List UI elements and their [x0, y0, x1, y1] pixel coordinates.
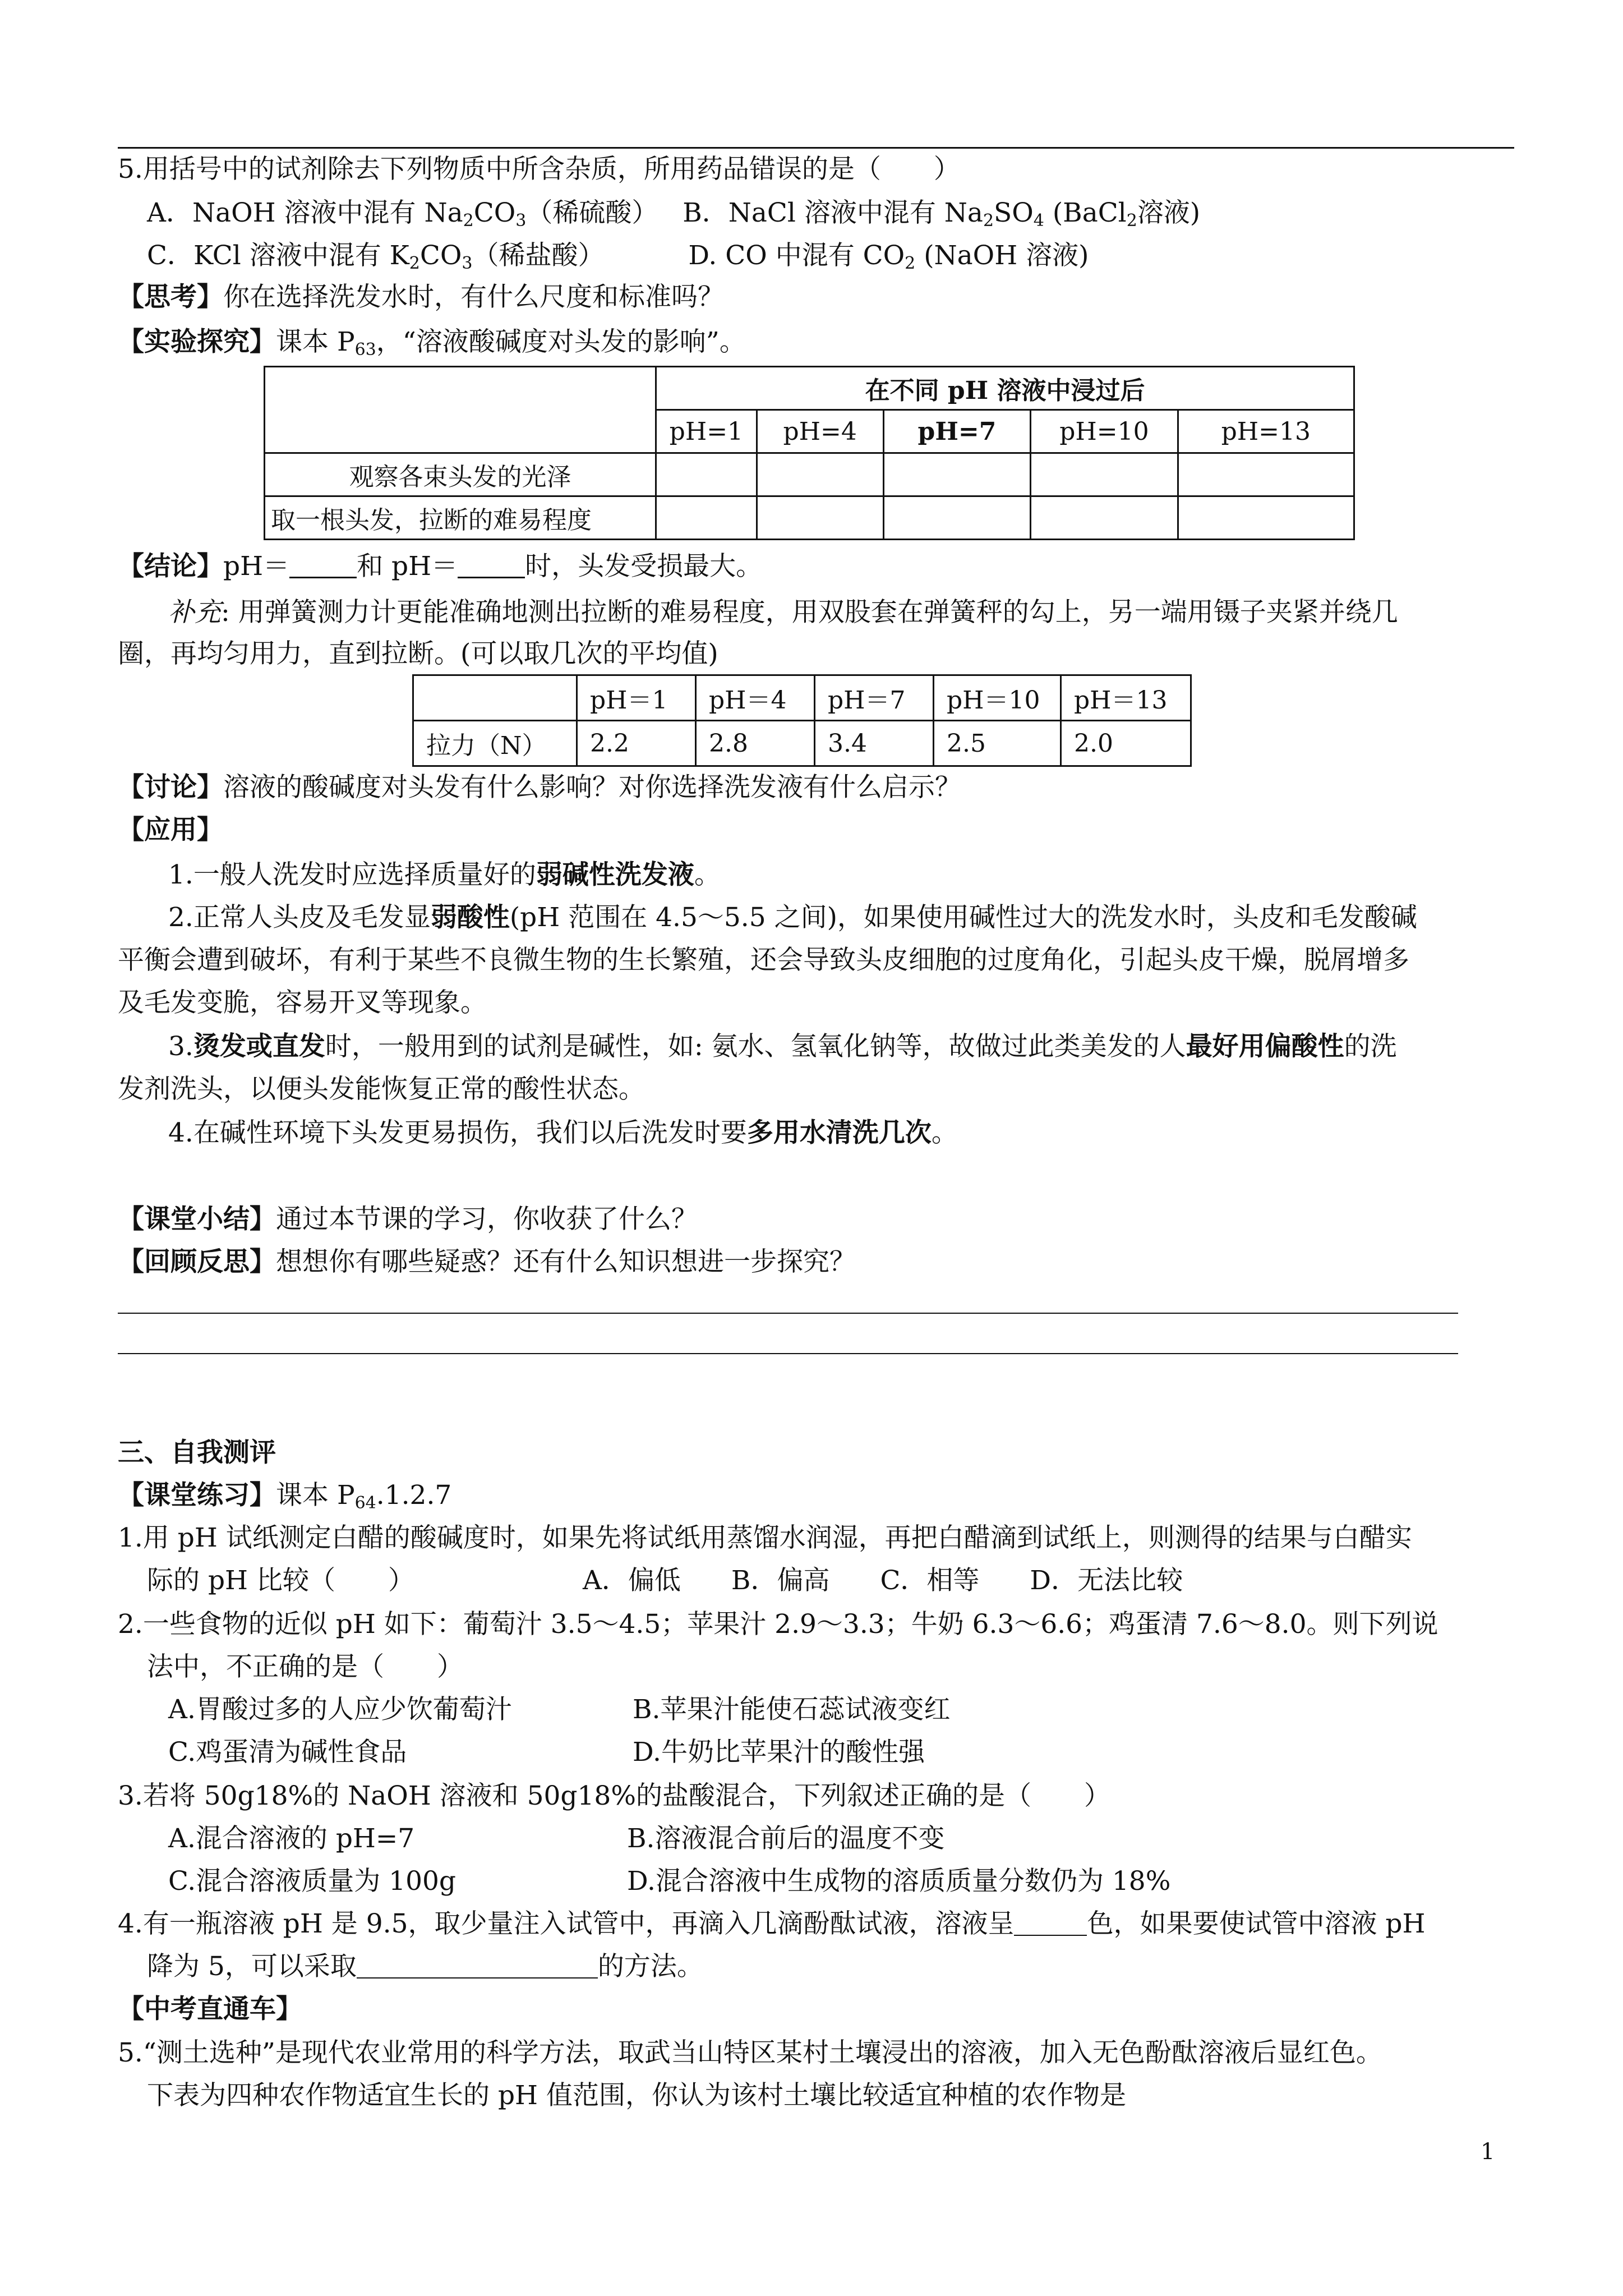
q4-method-blank[interactable]	[357, 1953, 598, 1978]
q1-line2: 际的 pH 比较（ ） A．偏低 B．偏高 C．相等 D．无法比较	[147, 1565, 1183, 1596]
answer-cell[interactable]	[883, 453, 1030, 496]
value-cell: 2.8	[696, 721, 815, 766]
reflection-answer-line-2[interactable]	[118, 1353, 1458, 1354]
page-number: 1	[1481, 2139, 1495, 2165]
application-p4: 4.在碱性环境下头发更易损伤，我们以后洗发时要多用水清洗几次。	[168, 1117, 958, 1148]
col-header: pH=1	[656, 410, 757, 453]
q2-line1: 2.一些食物的近似 pH 如下：葡萄汁 3.5～4.5；苹果汁 2.9～3.3；牛奶 6.3～6.6；鸡蛋清 7.6～8.0。则下列说	[118, 1609, 1438, 1640]
col-header: pH＝10	[934, 675, 1061, 721]
corner-cell	[413, 675, 577, 721]
q5-options-ab: A．NaOH 溶液中混有 $Na_2CO_3$（稀硫酸） B．NaCl 溶液中混有 $Na_2SO_4$ (BaCl$_2$溶液)	[147, 197, 1201, 231]
col-header: pH＝13	[1061, 675, 1191, 721]
q5b-line2: 下表为四种农作物适宜生长的 pH 值范围，你认为该村土壤比较适宜种植的农作物是	[147, 2080, 1126, 2111]
q3-option-b[interactable]: B.溶液混合前后的温度不变	[627, 1823, 945, 1854]
q5b-line1: 5.“测土选种”是现代农业常用的科学方法，取武当山特区某村土壤浸出的溶液，加入无色酚酞溶液后显红色。	[118, 2037, 1382, 2068]
experiment-line: 【实验探究】课本 $P_{63}$，“溶液酸碱度对头发的影响”。	[118, 326, 746, 360]
table-header: 在不同 pH 溶液中浸过后	[656, 367, 1354, 410]
conclusion-blank-2[interactable]	[458, 552, 525, 578]
answer-cell[interactable]	[883, 496, 1030, 540]
q3-option-d[interactable]: D.混合溶液中生成物的溶质质量分数仍为 18%	[627, 1866, 1171, 1897]
discussion-line: 【讨论】溶液的酸碱度对头发有什么影响？对你选择洗发液有什么启示？	[118, 772, 961, 803]
value-cell: 2.5	[934, 721, 1061, 766]
application-p3-line2: 发剂洗头，以便头发能恢复正常的酸性状态。	[118, 1074, 645, 1105]
application-p2-line2: 平衡会遭到破坏，有利于某些不良微生物的生长繁殖，还会导致头皮细胞的过度角化，引起头皮干燥，脱屑增多	[118, 945, 1409, 976]
value-cell: 2.0	[1061, 721, 1191, 766]
application-p1: 1.一般人洗发时应选择质量好的弱碱性洗发液。	[168, 859, 721, 890]
col-header: pH＝1	[577, 675, 696, 721]
answer-cell[interactable]	[1031, 496, 1178, 540]
application-heading: 【应用】	[118, 815, 223, 845]
table-corner-cell	[265, 367, 656, 453]
header-rule	[118, 147, 1514, 149]
q3-option-c[interactable]: C.混合溶液质量为 100g	[168, 1866, 456, 1897]
q1-option[interactable]: B．偏高	[731, 1565, 830, 1596]
answer-cell[interactable]	[656, 496, 757, 540]
application-p2-line1: 2.正常人头皮及毛发显弱酸性(pH 范围在 4.5～5.5 之间)，如果使用碱性过大的洗发水时，头皮和毛发酸碱	[168, 902, 1417, 933]
supplement-line-2: 圈，再均匀用力，直到拉断。(可以取几次的平均值)	[118, 638, 718, 669]
q3-line1: 3.若将 50g18%的 NaOH 溶液和 50g18%的盐酸混合，下列叙述正确的是（ ）	[118, 1780, 1110, 1811]
exam-heading: 【中考直通车】	[118, 1994, 302, 2024]
application-p3-line1: 3.烫发或直发时，一般用到的试剂是碱性，如: 氨水、氢氧化钠等，故做过此类美发的人最好用偏酸性的洗	[168, 1031, 1397, 1062]
reflection-answer-line-1[interactable]	[118, 1313, 1458, 1314]
conclusion-blank-1[interactable]	[289, 552, 357, 578]
q2-line2: 法中，不正确的是（ ）	[147, 1651, 463, 1682]
q4-color-blank[interactable]	[1014, 1910, 1087, 1936]
summary-line: 【课堂小结】通过本节课的学习，你收获了什么？	[118, 1204, 698, 1235]
q1-line1: 1.用 pH 试纸测定白醋的酸碱度时，如果先将试纸用蒸馏水润湿，再把白醋滴到试纸上，则测得的结果与白醋实	[118, 1522, 1412, 1553]
q3-option-a[interactable]: A.混合溶液的 pH=7	[168, 1823, 415, 1854]
value-cell: 3.4	[815, 721, 934, 766]
q1-option[interactable]: C．相等	[880, 1565, 980, 1596]
reflection-line: 【回顾反思】想想你有哪些疑惑？还有什么知识想进一步探究？	[118, 1246, 856, 1277]
col-header: pH=13	[1178, 410, 1354, 453]
answer-cell[interactable]	[757, 496, 883, 540]
answer-cell[interactable]	[757, 453, 883, 496]
q4-line1: 4.有一瓶溶液 pH 是 9.5，取少量注入试管中，再滴入几滴酚酞试液，溶液呈 色，如果要使试管中溶液 pH	[118, 1908, 1426, 1939]
q4-line2: 降为 5，可以采取 的方法。	[147, 1951, 703, 1982]
q2-option-c[interactable]: C.鸡蛋清为碱性食品	[168, 1737, 407, 1768]
practice-line: 【课堂练习】课本 $P_{64}.1.2.7$	[118, 1480, 452, 1513]
answer-cell[interactable]	[1178, 496, 1354, 540]
q1-option[interactable]: D．无法比较	[1030, 1565, 1183, 1596]
answer-cell[interactable]	[1178, 453, 1354, 496]
q2-option-a[interactable]: A.胃酸过多的人应少饮葡萄汁	[168, 1694, 512, 1725]
application-p2-line3: 及毛发变脆，容易开叉等现象。	[118, 987, 487, 1018]
pull-force-table	[412, 674, 1192, 767]
col-header: pH=10	[1031, 410, 1178, 453]
hair-observation-table	[264, 366, 1355, 540]
col-header: pH=7	[883, 410, 1030, 453]
q2-option-b[interactable]: B.苹果汁能使石蕊试液变红	[633, 1694, 951, 1725]
answer-cell[interactable]	[1031, 453, 1178, 496]
row-label: 观察各束头发的光泽	[265, 453, 656, 496]
col-header: pH=4	[757, 410, 883, 453]
q5-stem: 5.用括号中的试剂除去下列物质中所含杂质，所用药品错误的是（ ）	[118, 154, 960, 185]
col-header: pH＝7	[815, 675, 934, 721]
row-label: 取一根头发，拉断的难易程度	[265, 496, 656, 540]
q5-options-cd: C．KCl 溶液中混有 $K_2CO_3$（稀盐酸） D. CO 中混有 $CO_2$ (NaOH 溶液)	[147, 240, 1089, 273]
section-title: 三、自我测评	[118, 1437, 276, 1468]
think-line: 【思考】你在选择洗发水时，有什么尺度和标准吗？	[118, 282, 724, 312]
conclusion-line: 【结论】pH＝ 和 pH＝ 时，头发受损最大。	[118, 551, 763, 582]
row-label: 拉力（N）	[413, 721, 577, 766]
q2-option-d[interactable]: D.牛奶比苹果汁的酸性强	[633, 1737, 925, 1768]
answer-cell[interactable]	[656, 453, 757, 496]
q1-option[interactable]: A．偏低	[582, 1565, 681, 1596]
value-cell: 2.2	[577, 721, 696, 766]
supplement-line-1: 补充: 用弹簧测力计更能准确地测出拉断的难易程度，用双股套在弹簧秤的勾上，另一端用镊子夹紧并绕几	[168, 597, 1398, 628]
col-header: pH＝4	[696, 675, 815, 721]
